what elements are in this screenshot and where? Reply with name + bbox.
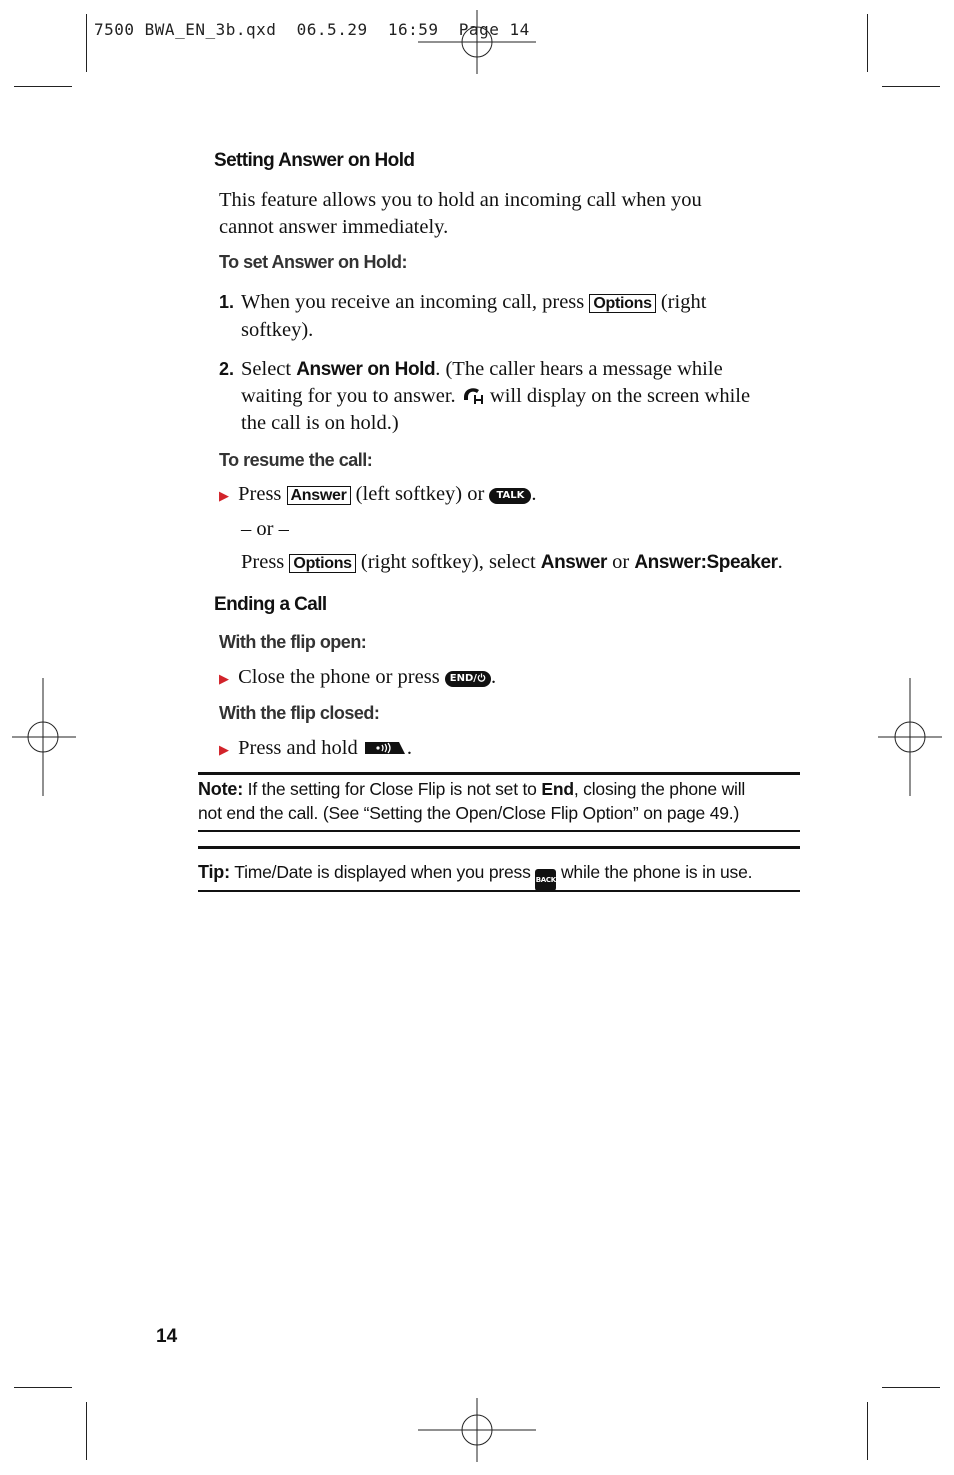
slug-line: 7500 BWA_EN_3b.qxd 06.5.29 16:59 Page 14 xyxy=(94,20,530,39)
answer-softkey: Answer xyxy=(287,486,351,505)
tip-label: Tip: xyxy=(198,862,230,882)
resume-option-2: Press Options (right softkey), select Answer or Answer:Speaker. xyxy=(241,551,783,573)
section-title-answer-on-hold: Setting Answer on Hold xyxy=(214,150,415,171)
power-icon xyxy=(477,673,486,682)
end-power-key-icon: END/ xyxy=(445,671,491,687)
step-number: 1. xyxy=(219,292,235,312)
section-title-ending-call: Ending a Call xyxy=(214,594,327,615)
registration-mark-left xyxy=(12,678,76,796)
crop-mark xyxy=(14,1387,72,1388)
on-hold-icon xyxy=(461,385,485,405)
subheading-flip-closed: With the flip closed: xyxy=(219,703,380,723)
crop-mark xyxy=(867,14,868,72)
options-softkey: Options xyxy=(289,554,355,573)
crop-mark xyxy=(882,1387,940,1388)
step-1: 1. When you receive an incoming call, press Options (right softkey). xyxy=(219,291,707,341)
bullet-arrow-icon: ▶ xyxy=(219,671,229,686)
talk-key-icon: TALK xyxy=(489,488,531,504)
crop-mark xyxy=(86,14,87,72)
side-speaker-key-icon xyxy=(363,740,407,756)
options-softkey: Options xyxy=(589,294,655,313)
back-key-icon: BACK xyxy=(535,869,556,891)
crop-mark xyxy=(882,86,940,87)
tip-bottom-rule xyxy=(198,890,800,892)
crop-mark xyxy=(86,1402,87,1460)
bullet-arrow-icon: ▶ xyxy=(219,742,229,757)
or-separator: – or – xyxy=(241,518,289,540)
tip-top-rule xyxy=(198,846,800,849)
subheading-resume-call: To resume the call: xyxy=(219,450,373,470)
crop-mark xyxy=(867,1402,868,1460)
menu-answer-on-hold: Answer on Hold xyxy=(296,359,436,380)
note-label: Note: xyxy=(198,779,243,799)
step-number: 2. xyxy=(219,359,235,379)
subheading-flip-open: With the flip open: xyxy=(219,632,367,652)
tip-box: Tip: Time/Date is displayed when you press BACK while the phone is in use. xyxy=(198,860,800,891)
flip-closed-step: ▶ Press and hold . xyxy=(219,737,412,759)
step-2: 2. Select Answer on Hold. (The caller hears a message while waiting for you to answer. will display on the screen while the call is on hold.) xyxy=(219,358,751,434)
subheading-set-answer-on-hold: To set Answer on Hold: xyxy=(219,252,408,272)
bullet-arrow-icon: ▶ xyxy=(219,488,229,503)
page-number: 14 xyxy=(156,1326,178,1347)
note-top-rule xyxy=(198,772,800,775)
resume-option-1: ▶ Press Answer (left softkey) or TALK . xyxy=(219,483,537,505)
crop-mark xyxy=(14,86,72,87)
registration-mark-right xyxy=(878,678,942,796)
note-box: Note: If the setting for Close Flip is not set to End, closing the phone will not end the call. (See “Setting the Open/Close Flip Option” on page 49.) xyxy=(198,779,746,823)
registration-mark-bottom xyxy=(418,1398,536,1462)
flip-open-step: ▶ Close the phone or press END/ . xyxy=(219,666,497,688)
note-bottom-rule xyxy=(198,830,800,832)
intro-paragraph: This feature allows you to hold an incoming call when you cannot answer immediately. xyxy=(219,189,702,238)
